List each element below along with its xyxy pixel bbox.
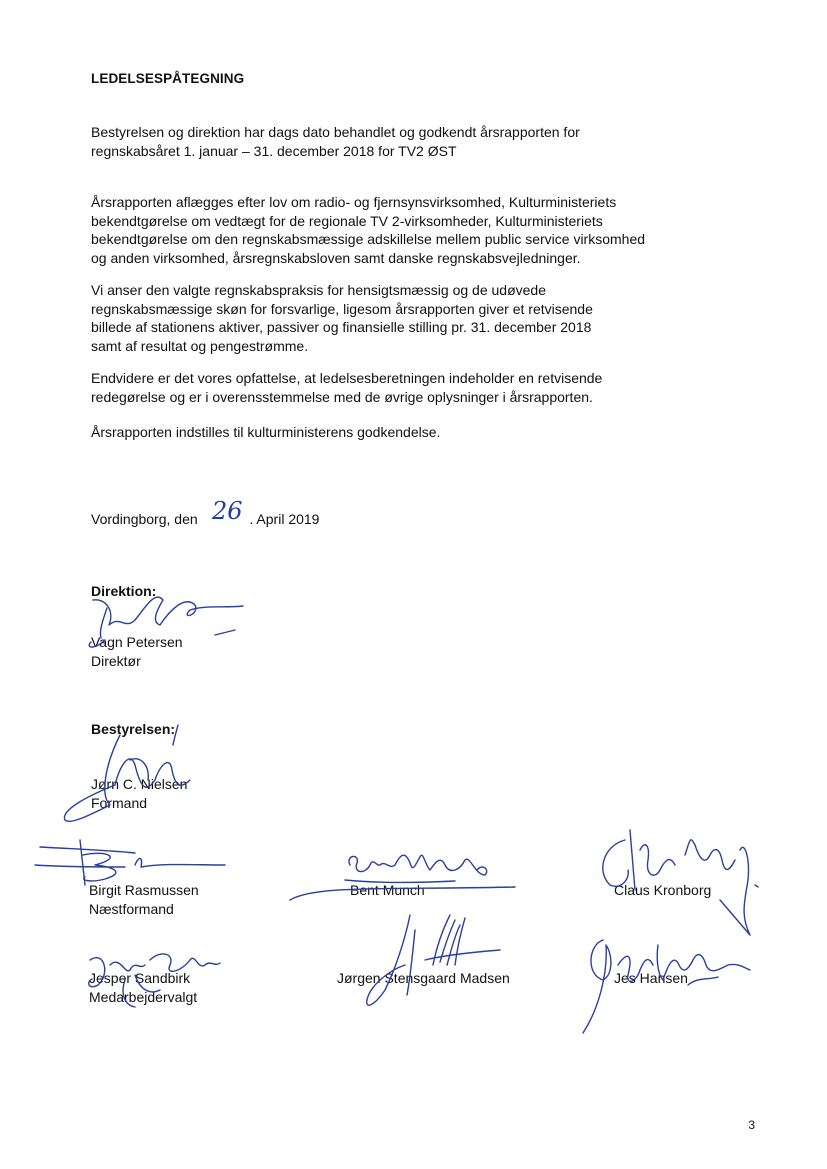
paragraph-line: bekendtgørelse om den regnskabsmæssige adskillelse mellem public service virksomhed <box>91 231 646 247</box>
direktion-label: Direktion: <box>91 583 157 599</box>
signatory-role: Direktør <box>91 653 141 669</box>
paragraph-management-report <box>91 369 711 406</box>
paragraph-line: samt af resultat og pengestrømme. <box>91 337 309 354</box>
signature-petersen <box>85 580 255 660</box>
signatory-name: Jesper Sandbirk <box>89 970 191 986</box>
paragraph-recommendation <box>91 423 711 442</box>
signatory-name: Vagn Petersen <box>91 634 183 650</box>
document-title: LEDELSESPÅTEGNING <box>91 71 245 86</box>
signatory-name: Claus Kronborg <box>614 882 712 898</box>
signature-rasmussen <box>35 835 235 895</box>
paragraph-line: regnskabsåret 1. januar – 31. december 2018 for TV2 ØST <box>91 142 457 159</box>
date-line <box>91 511 319 527</box>
signatory-name: Jes Hansen <box>614 970 688 986</box>
paragraph-line: regnskabsmæssige skøn for forsvarlige, ligesom årsrapporten giver et retvisende <box>91 300 593 317</box>
signature-sandbirk <box>80 945 230 1015</box>
signatory-role: Medarbejdervalgt <box>89 989 198 1005</box>
paragraph-approval <box>91 123 711 160</box>
signatory-name: Bent Munch <box>350 882 425 898</box>
paragraph-accounting-practice <box>91 281 711 355</box>
paragraph-line: og anden virksomhed, årsregnskabsloven samt danske regnskabsvejledninger. <box>91 249 581 266</box>
signature-madsen <box>355 910 505 1020</box>
date-suffix: . April 2019 <box>249 511 320 527</box>
signature-munch <box>285 845 525 905</box>
signatory-name: Jørgen Stensgaard Madsen <box>337 970 510 986</box>
signature-nielsen <box>60 725 200 835</box>
paragraph-line: Bestyrelsen og direktion har dags dato behandlet og godkendt årsrapporten for <box>91 124 580 140</box>
paragraph-line: Endvidere er det vores opfattelse, at ledelsesberetningen indeholder en retvisende <box>91 370 603 386</box>
paragraph-line: bekendtgørelse om vedtægt for de regionale TV 2-virksomheder, Kulturministeriets <box>91 212 603 229</box>
signatory-name: Jørn C. Nielsen <box>91 776 188 792</box>
date-prefix: Vordingborg, den <box>91 511 198 527</box>
paragraph-legal-basis <box>91 193 711 267</box>
handwritten-date-day: 26 <box>212 497 243 525</box>
paragraph-line: Årsrapporten indstilles til kulturministerens godkendelse. <box>91 424 441 440</box>
paragraph-line: Årsrapporten aflægges efter lov om radio- og fjernsynsvirksomhed, Kulturministeriets <box>91 194 617 210</box>
bestyrelsen-label: Bestyrelsen: <box>91 721 176 737</box>
page-number: 3 <box>748 1118 755 1132</box>
paragraph-line: billede af stationens aktiver, passiver og finansielle stilling pr. 31. december 2018 <box>91 319 592 335</box>
signatory-name: Birgit Rasmussen <box>89 882 199 898</box>
paragraph-line: redegørelse og er i overensstemmelse med de øvrige oplysninger i årsrapporten. <box>91 388 593 405</box>
paragraph-line: Vi anser den valgte regnskabspraksis for hensigtsmæssig og de udøvede <box>91 282 546 298</box>
signature-hansen <box>578 925 758 1040</box>
signatory-role: Næstformand <box>89 901 174 917</box>
signatory-role: Formand <box>91 795 148 811</box>
